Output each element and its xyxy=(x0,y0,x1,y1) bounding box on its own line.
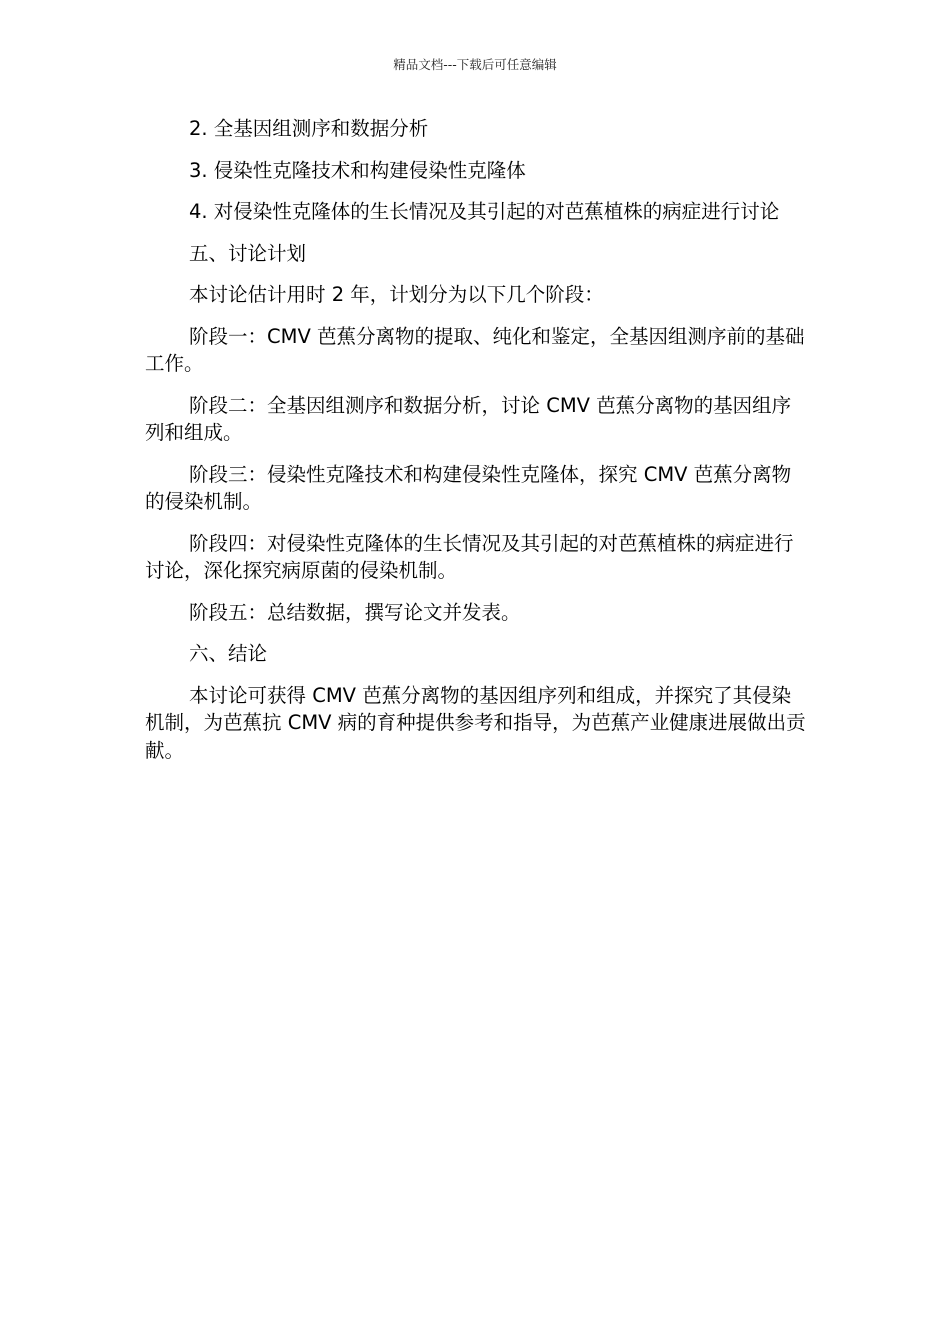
section-heading-plan: 五、讨论计划 xyxy=(189,241,307,265)
stage-5: 阶段五：总结数据，撰写论文并发表。 xyxy=(189,600,521,624)
plan-intro: 本讨论估计用时 2 年，计划分为以下几个阶段： xyxy=(189,283,604,306)
document-body xyxy=(145,115,807,778)
stage-3: 阶段三：侵染性克隆技术和构建侵染性克隆体，探究 CMV 芭蕉分离物的侵染机制。 xyxy=(145,462,792,513)
conclusion-text: 本讨论可获得 CMV 芭蕉分离物的基因组序列和组成，并探究了其侵染机制，为芭蕉抗 CMV 病的育种提供参考和指导，为芭蕉产业健康进展做出贡献。 xyxy=(145,683,806,762)
list-item-3: 3. 侵染性克隆技术和构建侵染性克隆体 xyxy=(189,158,526,182)
list-item-2: 2. 全基因组测序和数据分析 xyxy=(189,117,429,140)
section-heading-conclusion: 六、结论 xyxy=(189,642,268,665)
stage-4: 阶段四：对侵染性克隆体的生长情况及其引起的对芭蕉植株的病症进行讨论，深化探究病原菌的侵染机制。 xyxy=(145,531,794,582)
list-item-4: 4. 对侵染性克隆体的生长情况及其引起的对芭蕉植株的病症进行讨论 xyxy=(189,200,780,223)
page-header: 精品文档---下载后可任意编辑 xyxy=(393,57,557,72)
stage-2: 阶段二：全基因组测序和数据分析，讨论 CMV 芭蕉分离物的基因组序列和组成。 xyxy=(145,393,792,444)
stage-1: 阶段一：CMV 芭蕉分离物的提取、纯化和鉴定，全基因组测序前的基础工作。 xyxy=(145,324,805,375)
